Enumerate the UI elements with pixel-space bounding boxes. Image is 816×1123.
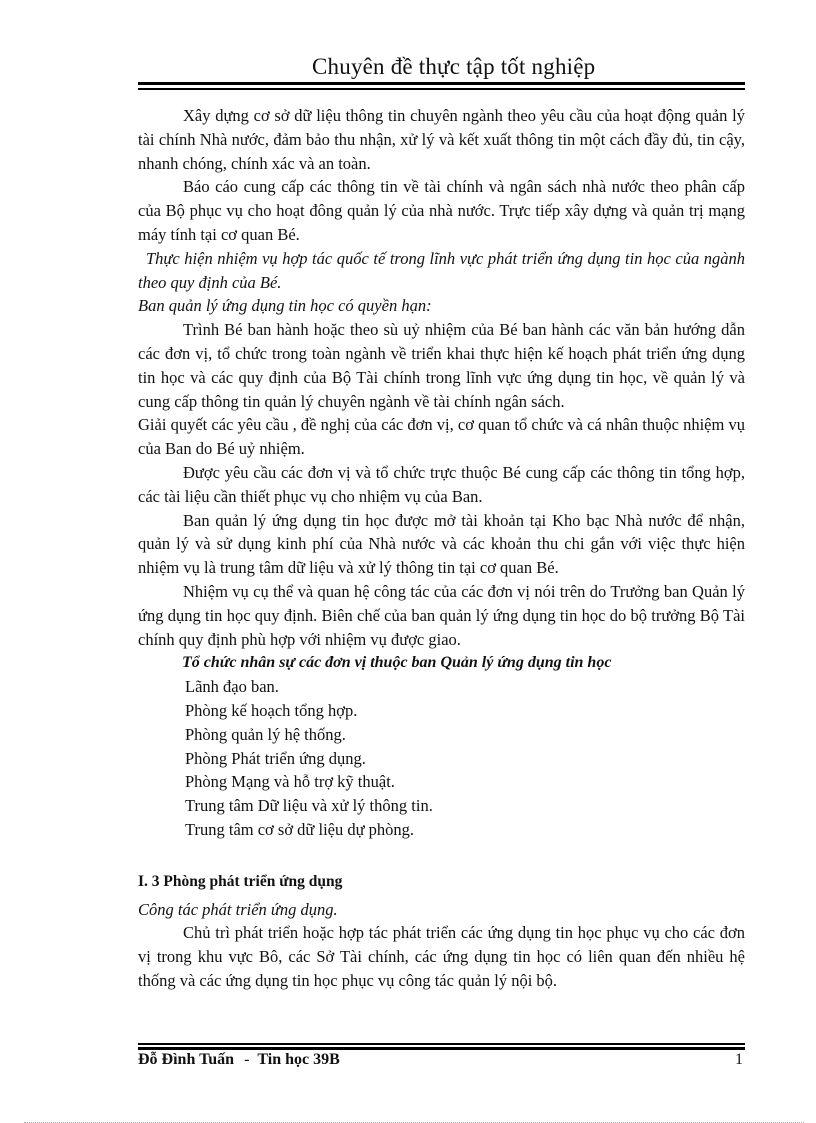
footer-rule-top [138,1043,745,1045]
paragraph-italic: Ban quản lý ứng dụng tin học có quyền hạn: [138,296,432,316]
page-number: 1 [735,1051,743,1068]
list-item: Trung tâm Dữ liệu và xử lý thông tin. [185,796,433,816]
list-item: Phòng kế hoạch tổng hợp. [185,700,358,720]
footer [138,1051,745,1069]
list-item: Lãnh đạo ban. [185,677,279,697]
section-subheading: Công tác phát triển ứng dụng. [138,899,338,919]
org-list [138,675,745,842]
list-item: Phòng Mạng và hỗ trợ kỹ thuật. [185,772,395,792]
paragraph: Ban quản lý ứng dụng tin học được mở tài khoản tại Kho bạc Nhà nước để nhận, quản lý và sử dụng kinh phí của Nhà nước và các khoản thu chi gắn với việc thực hiện nhiệm vụ là trung tâm dữ liệu và xử lý thông tin tại cơ quan Bé. [138,510,745,578]
paragraph: Nhiệm vụ cụ thể và quan hệ công tác của các đơn vị nói trên do Trưởng ban Quản lý ứng dụng tin học quy định. Biên chế của ban quản lý ứng dụng tin học do bộ trưởng Bộ Tài chính quy định phù hợp với nhiệm vụ được giao. [138,581,745,649]
footer-author: Đỗ Đình Tuấn [138,1051,235,1068]
document-body [138,104,745,993]
footer-separator: - [244,1051,250,1068]
spacer [138,842,745,870]
header-rule-top [138,82,745,85]
paragraph: Được yêu cầu các đơn vị và tổ chức trực thuộc Bé cung cấp các thông tin tổng hợp, các tài liệu cần thiết phục vụ cho nhiệm vụ của Ban. [138,462,745,506]
paragraph-italic: Thực hiện nhiệm vụ hợp tác quốc tế trong lĩnh vực phát triển ứng dụng tin học của ngành theo quy định của Bé. [138,248,745,292]
paragraph: Giải quyết các yêu cầu , đề nghị của các đơn vị, cơ quan tổ chức và cá nhân thuộc nhiệm vụ của Ban do Bé uỷ nhiệm. [138,415,745,459]
paragraph: Báo cáo cung cấp các thông tin về tài chính và ngân sách nhà nước theo phân cấp của Bộ phục vụ cho hoạt đông quản lý của nhà nước. Trực tiếp xây dựng và quản trị mạng máy tính tại cơ quan Bé. [138,177,745,244]
paragraph: Chủ trì phát triển hoặc hợp tác phát triển các ứng dụng tin học phục vụ cho các đơn vị trong khu vực Bô, các Sở Tài chính, các ứng dụng tin học có liên quan đến nhiều hệ thống và các ứng dụng tin học phục vụ công tác quản lý nội bộ. [138,923,745,990]
org-heading: Tổ chức nhân sự các đơn vị thuộc ban Quản lý ứng dụng tin học [182,654,612,672]
header-title: Chuyên đề thực tập tốt nghiệp [312,54,596,79]
footer-rule-bottom [138,1047,745,1050]
list-item: Phòng Phát triển ứng dụng. [185,748,366,768]
header-rule-bottom [138,88,745,90]
list-item: Phòng quản lý hệ thống. [185,724,346,744]
list-item: Trung tâm cơ sở dữ liệu dự phòng. [185,819,415,839]
footer-class: Tin học 39B [257,1051,340,1068]
paragraph: Trình Bé ban hành hoặc theo sù uỷ nhiệm của Bé ban hành các văn bản hướng dẫn các đơn vị, tổ chức trong toàn ngành về triển khai thực hiện kế hoạch phát triển ứng dụng tin học và các quy định của Bộ Tài chính trong lĩnh vực ứng dụng tin học, về quản lý và cung cấp thông tin quản lý chuyên ngành về tài chính ngân sách. [138,320,745,411]
paragraph: Xây dựng cơ sở dữ liệu thông tin chuyên ngành theo yêu cầu của hoạt động quản lý tài chính Nhà nước, đảm bảo thu nhận, xử lý và kết xuất thông tin một cách đầy đủ, tin cậy, nhanh chóng, chính xác và an toàn. [138,106,745,173]
section-heading: I. 3 Phòng phát triển ứng dụng [138,872,343,890]
